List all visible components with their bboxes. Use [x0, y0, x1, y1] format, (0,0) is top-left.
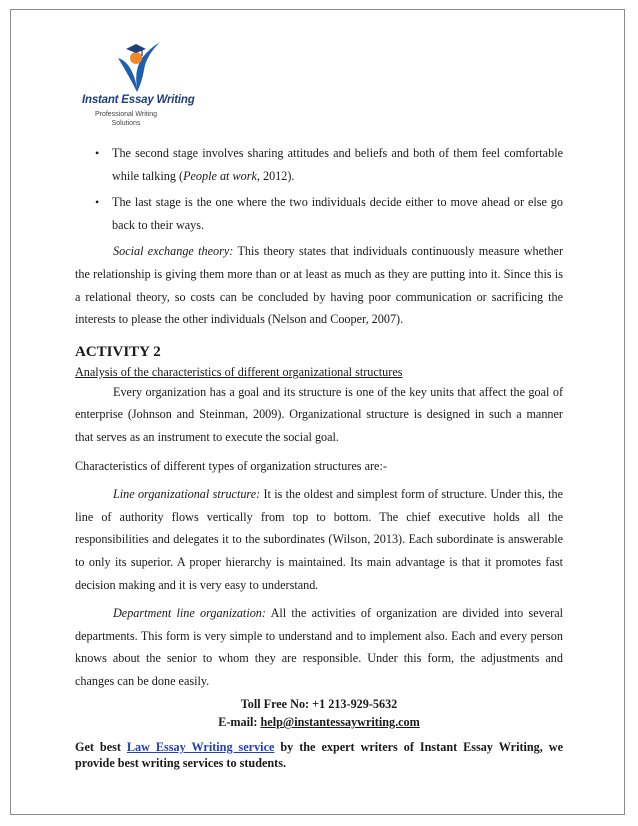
- email-address[interactable]: help@instantessaywriting.com: [260, 715, 420, 729]
- term-department-line: Department line organization:: [113, 606, 266, 621]
- bullet-item: • The second stage involves sharing attitudes and beliefs and both of them feel comfortable while talking (People at work, 2012).: [75, 142, 563, 187]
- paragraph-characteristics: Characteristics of different types of organization structures are:-: [75, 458, 387, 473]
- promo-text: Get best Law Essay Writing service by the expert writers of Instant Essay Writing, we provide best writing services to students.: [75, 740, 564, 770]
- bullet-dot-icon: •: [95, 146, 100, 160]
- term-social-exchange: Social exchange theory:: [113, 244, 234, 259]
- paragraph-line-structure: Line organizational structure: It is the oldest and simplest form of structure. Under this, the line of authority flows vertically from top to bottom. The chief executive holds all the responsibilities and delegates it to the subordinates (Wilson, 2013). Each subordinate is answerable to only its superior. A proper hierarchy is maintained. Its main advantage is that it promotes fast decision making and it is very easy to understand.: [75, 487, 563, 592]
- section-heading: ACTIVITY 2: [75, 343, 161, 360]
- paragraph-goal: Every organization has a goal and its structure is one of the key units that affect the goal of enterprise (Johnson and Steinman, 2009). Organizational structure is designed in such a manner that serves as an instrument to execute the social goal.: [75, 384, 563, 444]
- section-subheading: Analysis of the characteristics of different organizational structures: [75, 364, 403, 379]
- bullet-dot-icon: •: [95, 195, 100, 210]
- toll-free-number: Toll Free No: +1 213-929-5632: [240, 697, 398, 711]
- logo-mark-icon: [112, 40, 162, 95]
- logo-tagline: Professional Writing Solutions: [94, 111, 158, 127]
- logo: [82, 40, 195, 130]
- paragraph-department-line: Department line organization: All the activities of organization are divided into several departments. This form is very simple to understand and to implement also. Each and every person knows about the senior to whom they are responsible. Under this form, the adjustments and changes can be done easily.: [75, 606, 563, 688]
- logo-name: Instant Essay Writing: [82, 94, 195, 106]
- bullet-item: • The last stage is the one where the two individuals decide either to move ahead or else go back to their ways.: [75, 191, 563, 236]
- email-line: E-mail: help@instantessaywriting.com: [218, 715, 420, 729]
- term-line-structure: Line organizational structure:: [113, 487, 261, 502]
- document-body: [75, 142, 563, 692]
- citation: People at work: [183, 168, 257, 183]
- law-essay-service-link[interactable]: Law Essay Writing service: [126, 740, 275, 754]
- footer: [75, 695, 563, 771]
- paragraph-social-exchange: Social exchange theory: This theory states that individuals continuously measure whether the relationship is giving them more than or at least as much as they are putting into it. Since this is a relational theory, so costs can be concluded by having poor communication or sacrificing the interests to please the other individuals (Nelson and Cooper, 2007).: [75, 244, 564, 327]
